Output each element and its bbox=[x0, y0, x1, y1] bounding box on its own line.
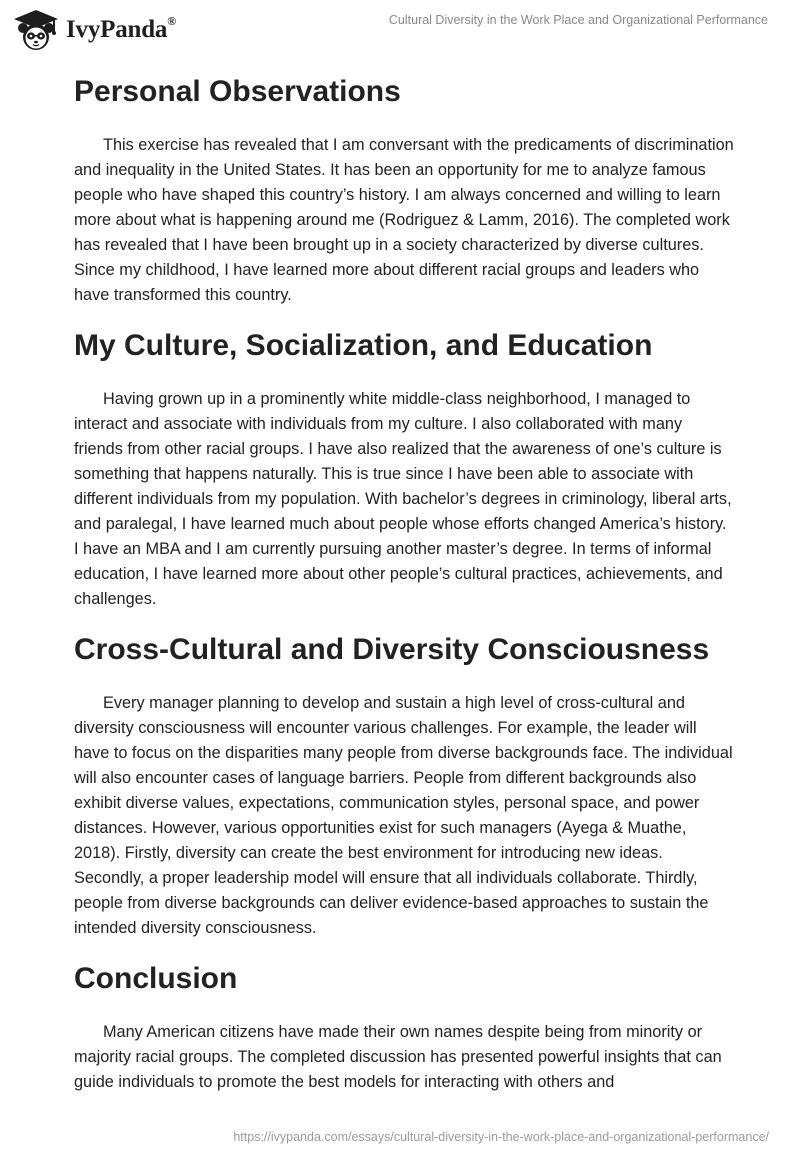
section-heading-cross-cultural-diversity: Cross-Cultural and Diversity Consciousness bbox=[74, 633, 710, 666]
section-heading-culture-socialization-education: My Culture, Socialization, and Education bbox=[74, 329, 653, 362]
section-paragraph-cross-cultural-diversity: Every manager planning to develop and sustain a high level of cross-cultural and diversity consciousness will encounter various challenges. For example, the leader will have to focus on the disparities many people from diverse backgrounds face. The individual will also encounter cases of language barriers. People from different backgrounds also exhibit diverse values, expectations, communication styles, personal space, and power distances. However, various opportunities exist for such managers (Ayega & Muathe, 2018). Firstly, diversity can create the best environment for introducing new ideas. Secondly, a proper leadership model will ensure that all individuals collaborate. Thirdly, people from diverse backgrounds can deliver evidence-based approaches to sustain the intended diversity consciousness. bbox=[74, 694, 733, 937]
panda-graduate-icon bbox=[12, 8, 60, 52]
section-heading-personal-observations: Personal Observations bbox=[74, 75, 401, 108]
section-paragraph-personal-observations: This exercise has revealed that I am conversant with the predicaments of discrimination and inequality in the United States. It has been an opportunity for me to analyze famous people who have shaped this country’s history. I am always concerned and willing to learn more about what is happening around me (Rodriguez & Lamm, 2016). The completed work has revealed that I have been brought up in a society characterized by diverse cultures. Since my childhood, I have learned more about different racial groups and leaders who have transformed this country. bbox=[74, 136, 734, 304]
ivypanda-logo[interactable] bbox=[12, 8, 176, 52]
document-title: Cultural Diversity in the Work Place and Organizational Performance bbox=[388, 13, 768, 27]
essay-content bbox=[74, 72, 734, 1095]
section-paragraph-culture-socialization-education: Having grown up in a prominently white middle-class neighborhood, I managed to interact and associate with individuals from my culture. I also collaborated with many friends from other racial groups. I have also realized that the awareness of one’s culture is something that happens naturally. This is true since I have been able to associate with different individuals from my population. With bachelor’s degrees in criminology, liberal arts, and paralegal, I have learned much about people whose efforts changed America’s history. I have an MBA and I am currently pursuing another master’s degree. In terms of informal education, I have learned more about other people’s cultural practices, achievements, and challenges. bbox=[74, 390, 732, 608]
brand-name: IvyPanda® bbox=[66, 14, 176, 43]
page-header bbox=[0, 0, 800, 64]
footer-source-link[interactable]: https://ivypanda.com/essays/cultural-diversity-in-the-work-place-and-organizational-performance/ bbox=[233, 1130, 769, 1144]
section-paragraph-conclusion: Many American citizens have made their own names despite being from minority or majority racial groups. The completed discussion has presented powerful insights that can guide individuals to promote the best models for interacting with others and bbox=[74, 1023, 722, 1091]
section-heading-conclusion: Conclusion bbox=[74, 962, 238, 995]
